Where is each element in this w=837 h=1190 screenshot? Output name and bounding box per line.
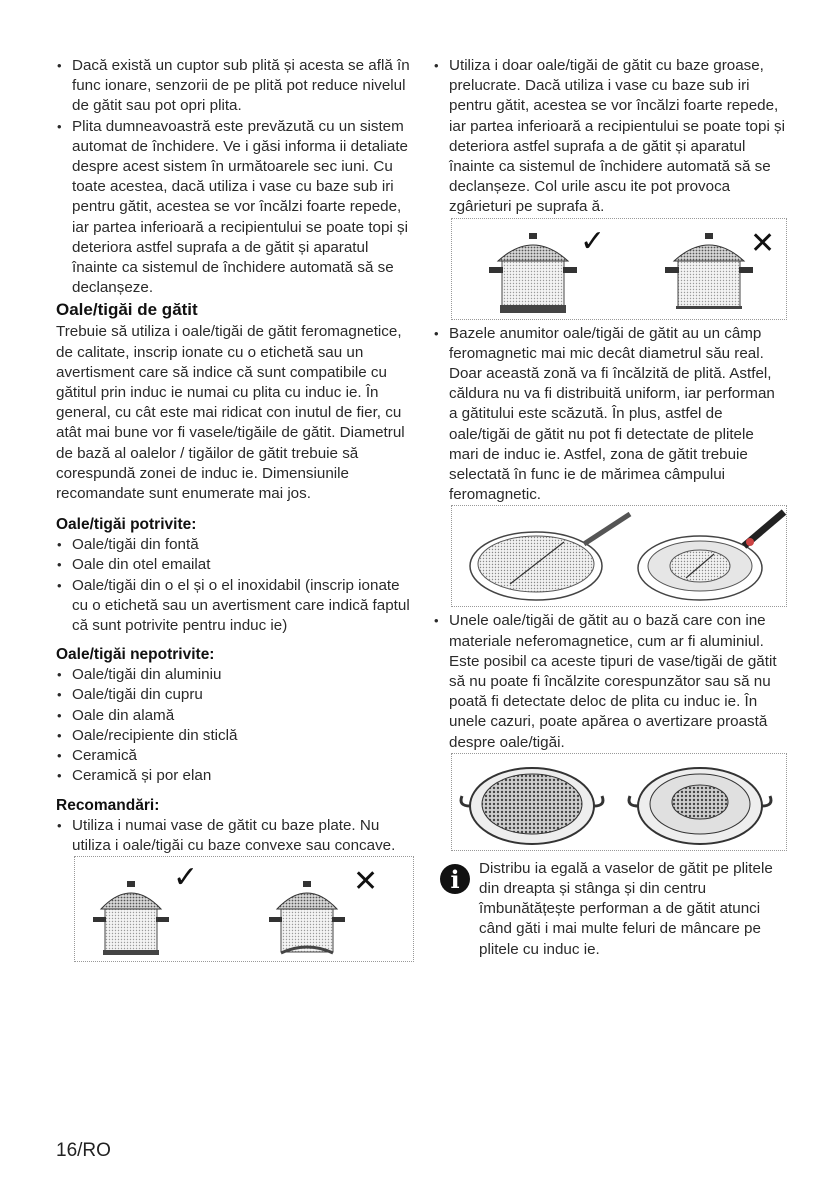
list-item: • Oale/tigăi din o el și o el inoxidabil (inscrip ionate cu o etichetă sau un avertisment care indică faptul că sunt potrivite pentru induc ie) <box>56 576 410 637</box>
list-item: • Dacă există un cuptor sub plită și acesta se află în func ionare, senzorii de pe plită pot reduce nivelul de gătit sau pot opri plita. <box>56 56 410 117</box>
svg-text:i: i <box>450 864 460 894</box>
intro-bullet-list <box>56 56 410 298</box>
thin-base-pot-icon <box>665 233 753 309</box>
list-item: • Oale din otel emailat <box>56 555 410 575</box>
unsuitable-list <box>56 665 410 786</box>
pot-base-dots-illustration <box>452 754 786 850</box>
recommendations-heading: Recomandări: <box>56 796 160 814</box>
flat-pot-icon <box>93 881 169 955</box>
cookware-paragraph: Trebuie să utiliza i oale/tigăi de gătit feromagnetice, de calitate, inscrip ionate cu o etichetă sau un avertisment care să indice că sunt compatibile cu gătitul prin induc ie numai cu plita cu induc ie. În general, cu cât este mai ridicat con inutul de fier, cu atât mai bune vor fi vasele/tigăile de gătit. Diametrul de bază al oalelor / tigăilor de gătit trebuie să corespundă zonei de induc ie. Dimensiunile recomandate sunt enumerate mai jos. <box>56 323 405 503</box>
thick-vs-thin-base-figure <box>451 218 787 320</box>
info-note-text: Distribu ia egală a vaselor de gătit pe plitele din dreapta și stânga și din centru îmbunătățește performan a de gătit atunci când găti i mai multe feluri de mâncare pe plitele cu induc ie. <box>479 859 773 958</box>
cross-mark-icon: ✕ <box>750 225 776 261</box>
info-note <box>433 859 785 960</box>
list-item: • Oale/tigăi din aluminiu <box>56 665 410 685</box>
suitable-list <box>56 535 410 636</box>
pan-small-field-icon <box>638 512 784 600</box>
pot-partial-base-icon <box>629 768 771 844</box>
list-item: • Bazele anumitor oale/tigăi de gătit au un câmp feromagnetic mai mic decât diametrul său real. Doar această zonă va fi încălzită de plită. Astfel, căldura nu va fi distribuită uniform, iar performan a gătitului este scăzută. În plus, astfel de oale/tigăi de gătit nu pot fi detectate de plitele mari de induc ie. Astfel, zona de gătit trebuie selectată în func ie de mărimea câmpului feromagnetic. <box>433 324 785 506</box>
right-column <box>433 56 785 960</box>
list-item: • Oale/tigăi din cupru <box>56 685 410 705</box>
pan-illustration <box>452 506 786 606</box>
non-ferromagnetic-base-figure <box>451 753 787 851</box>
right-bullet-1 <box>433 56 785 218</box>
list-item: • Oale din alamă <box>56 706 410 726</box>
section-title-cookware: Oale/tigăi de gătit <box>56 300 198 320</box>
right-bullet-2 <box>433 324 785 506</box>
thick-base-pot-icon <box>489 233 577 313</box>
suitable-heading: Oale/tigăi potrivite: <box>56 516 197 534</box>
page-number: 16/RO <box>56 1140 111 1161</box>
list-item: • Unele oale/tigăi de gătit au o bază care con ine materiale neferomagnetice, cum ar fi aluminiul. Este posibil ca aceste tipuri de vase/tigăi de gătit să nu poate fi încălzite corespunzător sau să nu poată fi detectate deloc de plita cu induc ie. În unele cazuri, poate apărea o avertizare proastă despre oale/tigăi. <box>433 611 785 752</box>
list-item: • Utiliza i doar oale/tigăi de gătit cu baze groase, prelucrate. Dacă utiliza i vase cu baze sub iri pentru gătit, acestea se vor încălzi foarte repede, iar partea inferioară a recipientului se poate topi și deteriora astfel suprafa a de gătit și aparatul înainte ca sistemul de închidere automată să se declanșeze. Col urile ascu ite pot provoca zgârieturi pe suprafa ă. <box>433 56 785 218</box>
flat-vs-convex-pot-figure <box>74 856 414 962</box>
cross-mark-icon: ✕ <box>353 863 379 899</box>
list-item: • Plita dumneavoastră este prevăzută cu un sistem automat de închidere. Ve i găsi informa ii detaliate despre acest sistem în următoarele sec iuni. Cu toate acestea, dacă utiliza i vase cu baze sub iri pentru gătit, acestea se vor încălzi foarte repede, iar partea inferioară a recipientului se poate topi și deteriora astfel suprafa a de gătit și aparatul înainte ca sistemul de închidere automată să se declanșeze. <box>56 117 410 299</box>
list-item: • Utiliza i numai vase de gătit cu baze plate. Nu utiliza i oale/tigăi cu baze convexe sau concave. <box>56 816 410 856</box>
list-item: • Oale/recipiente din sticlă <box>56 726 410 746</box>
pot-illustration <box>75 857 413 961</box>
convex-pot-icon <box>269 881 345 953</box>
recommendations-list <box>56 816 410 856</box>
list-item: • Ceramică <box>56 746 410 766</box>
ferromagnetic-field-figure <box>451 505 787 607</box>
list-item: • Ceramică și por elan <box>56 766 410 786</box>
pot-base-illustration <box>452 219 786 319</box>
right-bullet-3 <box>433 611 785 752</box>
list-item: • Oale/tigăi din fontă <box>56 535 410 555</box>
check-mark-icon: ✓ <box>173 859 199 895</box>
pot-full-base-icon <box>461 768 603 844</box>
pan-large-field-icon <box>470 514 630 600</box>
check-mark-icon: ✓ <box>580 223 606 259</box>
info-icon <box>439 863 471 895</box>
left-column <box>56 56 410 962</box>
unsuitable-heading: Oale/tigăi nepotrivite: <box>56 646 215 664</box>
